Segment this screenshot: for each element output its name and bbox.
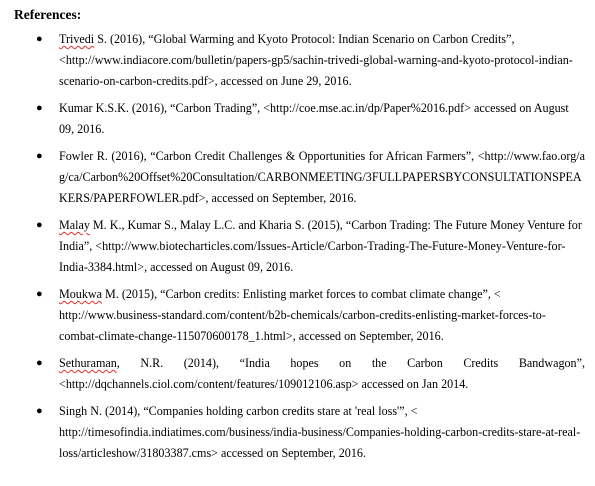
reference-item-1 (0, 29, 595, 92)
bullet-icon: ● (36, 405, 43, 417)
reference-text: Fowler R. (2016), “Carbon Credit Challenges & Opportunities for African Farmers”, <http://www.fao.org/ag/ca/Carbon%20Offset%20Consultation/CARBONMEETING/3FULLPAPERSBYCONSULTATIONSPEAKERS/PAPERFOWLER.pdf>, accessed on September, 2016. (59, 149, 585, 205)
bullet-icon: ● (36, 219, 43, 231)
reference-item-2 (0, 98, 595, 140)
spellcheck-flagged-word: Malay (59, 218, 90, 232)
reference-item-6 (0, 353, 595, 395)
references-list (0, 29, 595, 470)
bullet-icon: ● (36, 288, 43, 300)
reference-item-5 (0, 284, 595, 347)
reference-text: M. K., Kumar S., Malay L.C. and Kharia S. (2015), “Carbon Trading: The Future Money Venture for India”, <http://www.biotecharticles.com/Issues-Article/Carbon-Trading-The-Future-Money-Venture-for-India-3384.html>, accessed on August 09, 2016. (59, 218, 582, 274)
spellcheck-flagged-word: Moukwa (59, 287, 102, 301)
references-heading: References: (14, 7, 82, 22)
spellcheck-flagged-word: Trivedi (59, 32, 95, 46)
reference-text: Kumar K.S.K. (2016), “Carbon Trading”, <http://coe.mse.ac.in/dp/Paper%2016.pdf> accessed on August 09, 2016. (59, 101, 569, 136)
bullet-icon: ● (36, 33, 43, 45)
reference-text: Singh N. (2014), “Companies holding carbon credits stare at 'real loss'”, < http://timesofindia.indiatimes.com/business/india-business/Companies-holding-carbon-credits-stare-at-real-loss/articleshow/31803387.cms> accessed on September, 2016. (59, 404, 581, 460)
bullet-icon: ● (36, 102, 43, 114)
bullet-icon: ● (36, 150, 43, 162)
spellcheck-flagged-word: Sethuraman (59, 356, 117, 370)
reference-text: , N.R. (2014), “India hopes on the Carbon Credits Bandwagon”, <http://dqchannels.ciol.com/content/features/109012106.asp> accessed on Jan 2014. (59, 356, 585, 391)
reference-item-7 (0, 401, 595, 464)
reference-item-3 (0, 146, 595, 209)
reference-text: S. (2016), “Global Warming and Kyoto Protocol: Indian Scenario on Carbon Credits”, <http://www.indiacore.com/bulletin/papers-gp5/sachin-trivedi-global-warning-and-kyoto-protocol-indian-scenario-on-carbon-credits.pdf>, accessed on June 29, 2016. (59, 32, 573, 88)
reference-item-4 (0, 215, 595, 278)
reference-text: M. (2015), “Carbon credits: Enlisting market forces to combat climate change”, < http://www.business-standard.com/content/b2b-chemicals/carbon-credits-enlisting-market-forces-to-combat-climate-change-115070600178_1.html>, accessed on September, 2016. (59, 287, 546, 343)
bullet-icon: ● (36, 357, 43, 369)
